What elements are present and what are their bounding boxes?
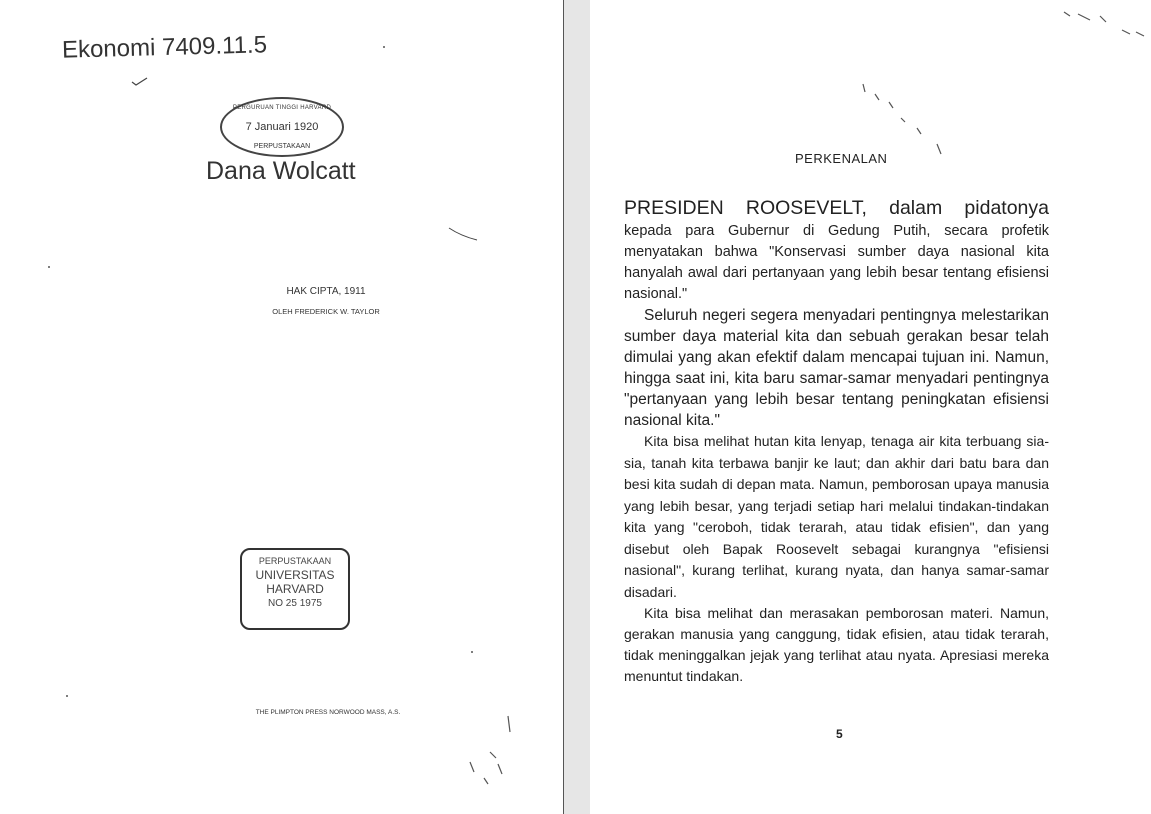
stamp-line-2: UNIVERSITAS (255, 568, 335, 582)
call-number: Ekonomi 7409.11.5 (61, 31, 268, 64)
paragraph-1-rest: kepada para Gubernur di Gedung Putih, secara profetik menyatakan bahwa "Konservasi sumber daya nasional kita hanyalah awal dari pertanyaan yang lebih besar tentang efisiensi nasional." (624, 223, 1049, 302)
printer-imprint: THE PLIMPTON PRESS NORWOOD MASS, A.S. (255, 709, 401, 716)
speck (66, 695, 68, 697)
chapter-title: PERKENALAN (795, 151, 888, 166)
left-page (0, 0, 563, 814)
college-library-stamp (220, 97, 344, 157)
stamp-line-4: NO 25 1975 (268, 598, 322, 609)
ink-scribble (1060, 2, 1150, 42)
paragraph-2: Seluruh negeri segera menyadari pentingnya melestarikan sumber daya material kita dan sebuah gerakan besar telah dimulai yang akan efektif dalam mencapai tujuan ini. Namun, hingga saat ini, kita baru samar-samar menyadari pentingnya "pertanyaan yang lebih besar tentang peningkatan efisiensi nasional kita." (624, 307, 1049, 429)
paragraph-4: Kita bisa melihat dan merasakan pemborosan materi. Namun, gerakan manusia yang canggung, tidak efisien, atau tidak terarah, tidak meninggalkan jejak yang terlihat atau nyata. Apresiasi mereka menuntut tindakan. (624, 605, 1049, 684)
speck (471, 651, 473, 653)
copyright-line: HAK CIPTA, 1911 (286, 286, 366, 297)
author-line: OLEH FREDERICK W. TAYLOR (272, 307, 380, 316)
university-library-stamp (240, 548, 350, 630)
stamp-line-3: HARVARD (266, 582, 324, 596)
paragraph-1 (624, 198, 1049, 305)
pencil-stroke (447, 226, 479, 244)
body-text (624, 198, 1049, 687)
stamp-date: 7 Januari 1920 (245, 121, 319, 133)
stamp-library: PERPUSTAKAAN (253, 143, 311, 150)
paragraph-3: Kita bisa melihat hutan kita lenyap, tenaga air kita terbuang sia-sia, tanah kita terbawa banjir ke laut; dan akhir dari batu bara dan besi kita sudah di depan mata. Namun, pemborosan upaya manusia yang lebih besar, yang terjadi setiap hari melalui tindakan-tindakan kita yang "ceroboh, tidak terarah, atau tidak efisien", dan yang disebut oleh Bapak Roosevelt sebagai kurangnya "efisiensi nasional", kurang terlihat, kurang nyata, dan hanya samar-samar disadari. (624, 433, 1049, 600)
pencil-check-mark (130, 76, 150, 88)
ink-scribble (460, 712, 520, 792)
page-number: 5 (836, 727, 843, 741)
stamp-line-1: PERPUSTAKAAN (258, 556, 332, 566)
ink-scribble (855, 78, 955, 158)
owner-signature: Dana Wolcatt (206, 157, 356, 185)
paragraph-1-lead: PRESIDEN ROOSEVELT, dalam pidatonya (624, 197, 1049, 219)
speck (48, 266, 50, 268)
book-gutter (563, 0, 591, 814)
stamp-arc-text: PERGURUAN TINGGI HARVARD (232, 105, 332, 111)
speck (383, 46, 385, 48)
